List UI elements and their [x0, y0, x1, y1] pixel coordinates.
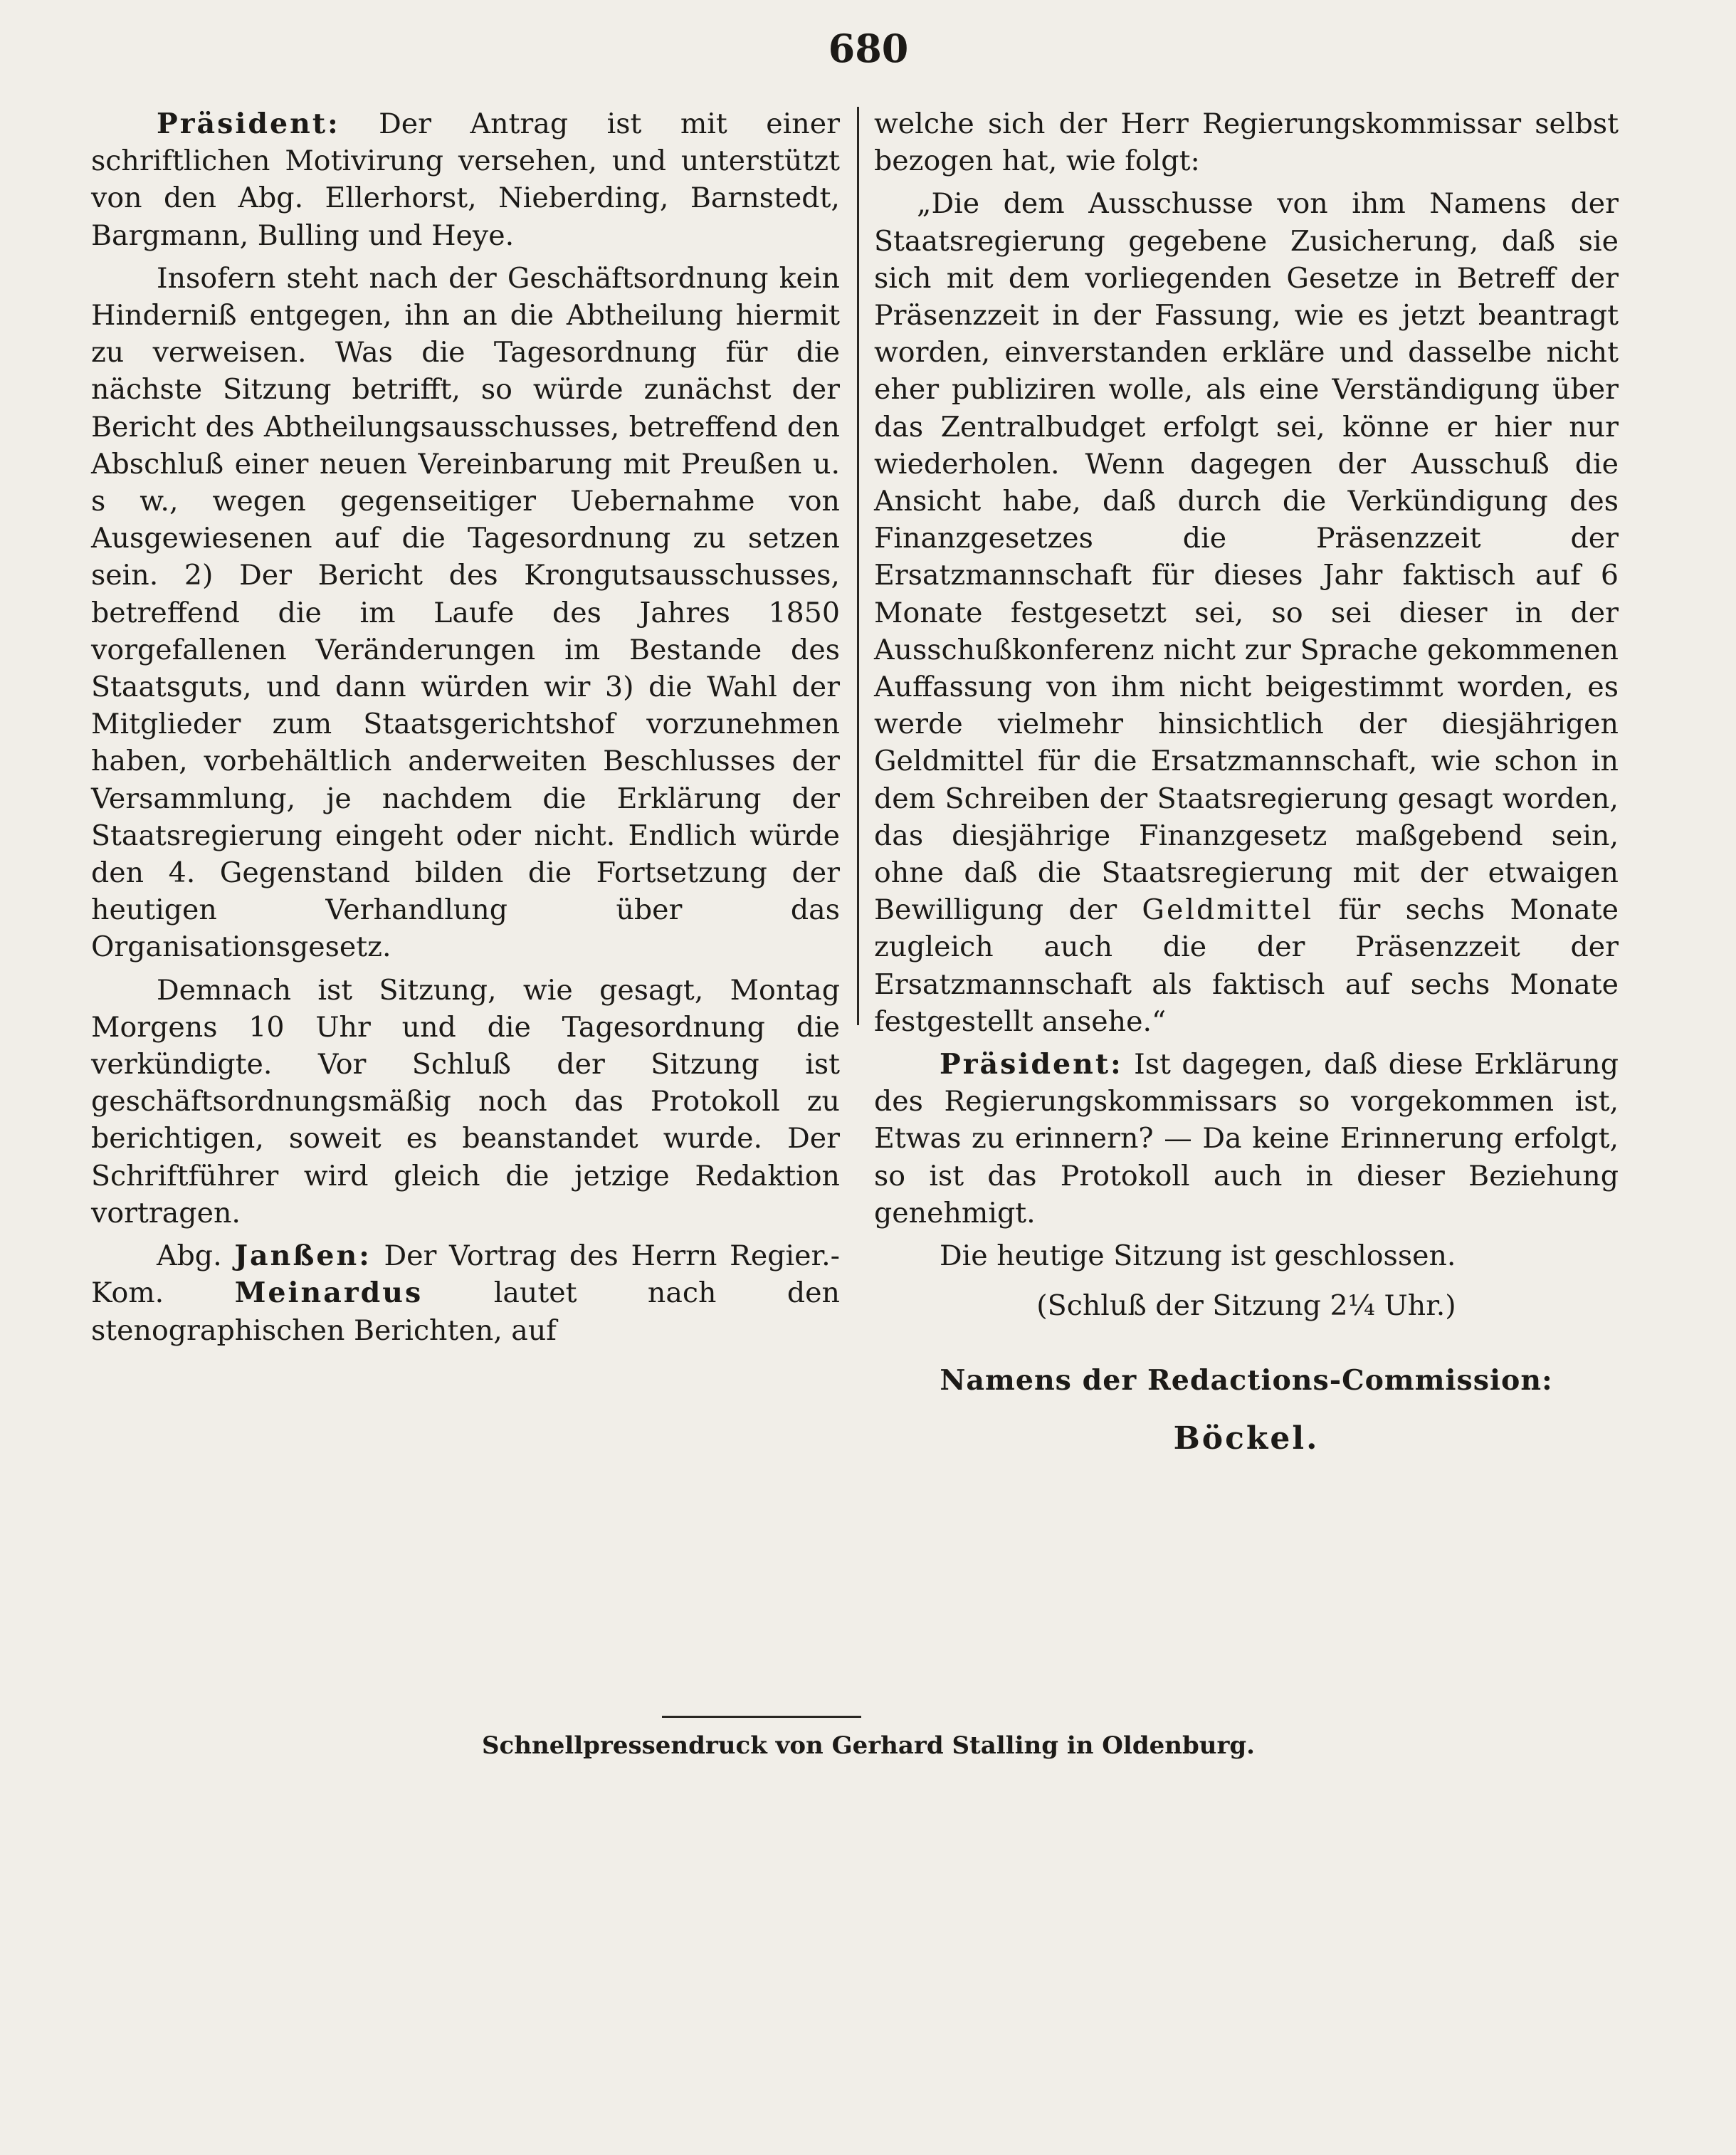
- right-column: [874, 105, 1619, 1457]
- paragraph-agenda: Insofern steht nach der Geschäftsordnung kein Hinderniß entgegen, ihn an die Abtheilung hiermit zu verweisen. Was die Tagesordnung für die nächste Sitzung betrifft, so würde zunächst der Bericht des Abtheilungsausschusses, betreffend den Abschluß einer neuen Vereinbarung mit Preußen u. s w., wegen gegenseitiger Uebernahme von Ausgewiesenen auf die Tagesordnung zu setzen sein. 2) Der Bericht des Krongutsausschusses, betreffend die im Laufe des Jahres 1850 vorgefallenen Veränderungen im Bestande des Staatsguts, und dann würden wir 3) die Wahl der Mitglieder zum Staatsgerichtshof vorzunehmen haben, vorbehältlich anderweiten Beschlusses der Versammlung, je nachdem die Erklärung der Staatsregierung eingeht oder nicht. Endlich würde den 4. Gegenstand bilden die Fortsetzung der heutigen Verhandlung über das Organisationsgesetz.: [91, 261, 840, 964]
- left-column: [91, 105, 840, 1349]
- quote-text: für sechs Monate zugleich auch die der Präsenzzeit der Ersatzmannschaft als faktisch auf sechs Monate festgestellt ansehe.“: [874, 893, 1619, 1038]
- paragraph-session-close-notice: Demnach ist Sitzung, wie gesagt, Montag Morgens 10 Uhr und die Tagesordnung die verkündigte. Vor Schluß der Sitzung ist geschäftsordnungsmäßig noch das Protokoll zu berichtigen, soweit es beanstandet wurde. Der Schriftführer wird gleich die jetzige Redaktion vortragen.: [91, 973, 840, 1229]
- closing-time: (Schluß der Sitzung 2¼ Uhr.): [1036, 1289, 1456, 1323]
- paragraph-janssen: [91, 1237, 840, 1349]
- speaker-label: Janßen:: [234, 1239, 372, 1273]
- paragraph-text: Der Antrag ist mit einer schriftlichen Motivirung versehen, und unterstützt von den Abg. Ellerhorst, Nieberding, Barnstedt, Bargmann, Bulling und Heye.: [91, 108, 840, 252]
- commission-title: Namens der Redactions-Commission:: [940, 1363, 1553, 1397]
- paragraph-continuation: welche sich der Herr Regierungskommissar selbst bezogen hat, wie folgt:: [874, 108, 1619, 178]
- footer-divider: [662, 1716, 861, 1718]
- page-number: 680: [828, 26, 909, 71]
- emphasized-word: Geldmittel: [1142, 893, 1314, 927]
- paragraph-session-closed: Die heutige Sitzung ist geschlossen.: [940, 1239, 1456, 1273]
- signature: Böckel.: [1173, 1420, 1320, 1457]
- quote-text: „Die dem Ausschusse von ihm Namens der Staatsregierung gegebene Zusicherung, daß sie sich mit dem vorliegenden Gesetze in Betreff der Präsenzzeit in der Fassung, wie es jetzt beantragt worden, einverstanden erkläre und dasselbe nicht eher publiziren wolle, als eine Verständigung über das Zentralbudget erfolgt sei, könne er hier nur wiederholen. Wenn dagegen der Ausschuß die Ansicht habe, daß durch die Verkündigung des Finanzgesetzes die Präsenzzeit der Ersatzmannschaft für dieses Jahr faktisch auf 6 Monate festgesetzt sei, so sei dieser in der Ausschußkonferenz nicht zur Sprache gekommenen Auffassung von ihm nicht beigestimmt worden, es werde vielmehr hinsichtlich der diesjährigen Geldmittel für die Ersatzmannschaft, wie schon in dem Schreiben der Staatsregierung gesagt worden, das diesjährige Finanzgesetz maßgebend sein, ohne daß die Staatsregierung mit der etwaigen Bewilligung der: [874, 187, 1619, 927]
- paragraph-text: lautet nach den stenographischen Berichten, auf: [91, 1276, 840, 1347]
- paragraph-prefix: Abg.: [157, 1239, 235, 1273]
- column-divider: [857, 107, 859, 1025]
- paragraph-text: Der Vortrag des Herrn Regier.-Kom.: [91, 1239, 840, 1310]
- speaker-label: Präsident:: [157, 108, 340, 140]
- speaker-label: Präsident:: [940, 1048, 1123, 1081]
- paragraph-text: Ist dagegen, daß diese Erklärung des Regierungskommissars so vorgekommen ist, Etwas zu erinnern? — Da keine Erinnerung erfolgt, so ist das Protokoll auch in dieser Beziehung genehmigt.: [874, 1048, 1619, 1229]
- paragraph-president-protocol: [874, 1046, 1619, 1232]
- printer-imprint: Schnellpressendruck von Gerhard Stalling in Oldenburg.: [482, 1731, 1255, 1760]
- paragraph-president-motion: [91, 105, 840, 254]
- paragraph-quote: [874, 185, 1619, 1040]
- person-name: Meinardus: [234, 1276, 424, 1310]
